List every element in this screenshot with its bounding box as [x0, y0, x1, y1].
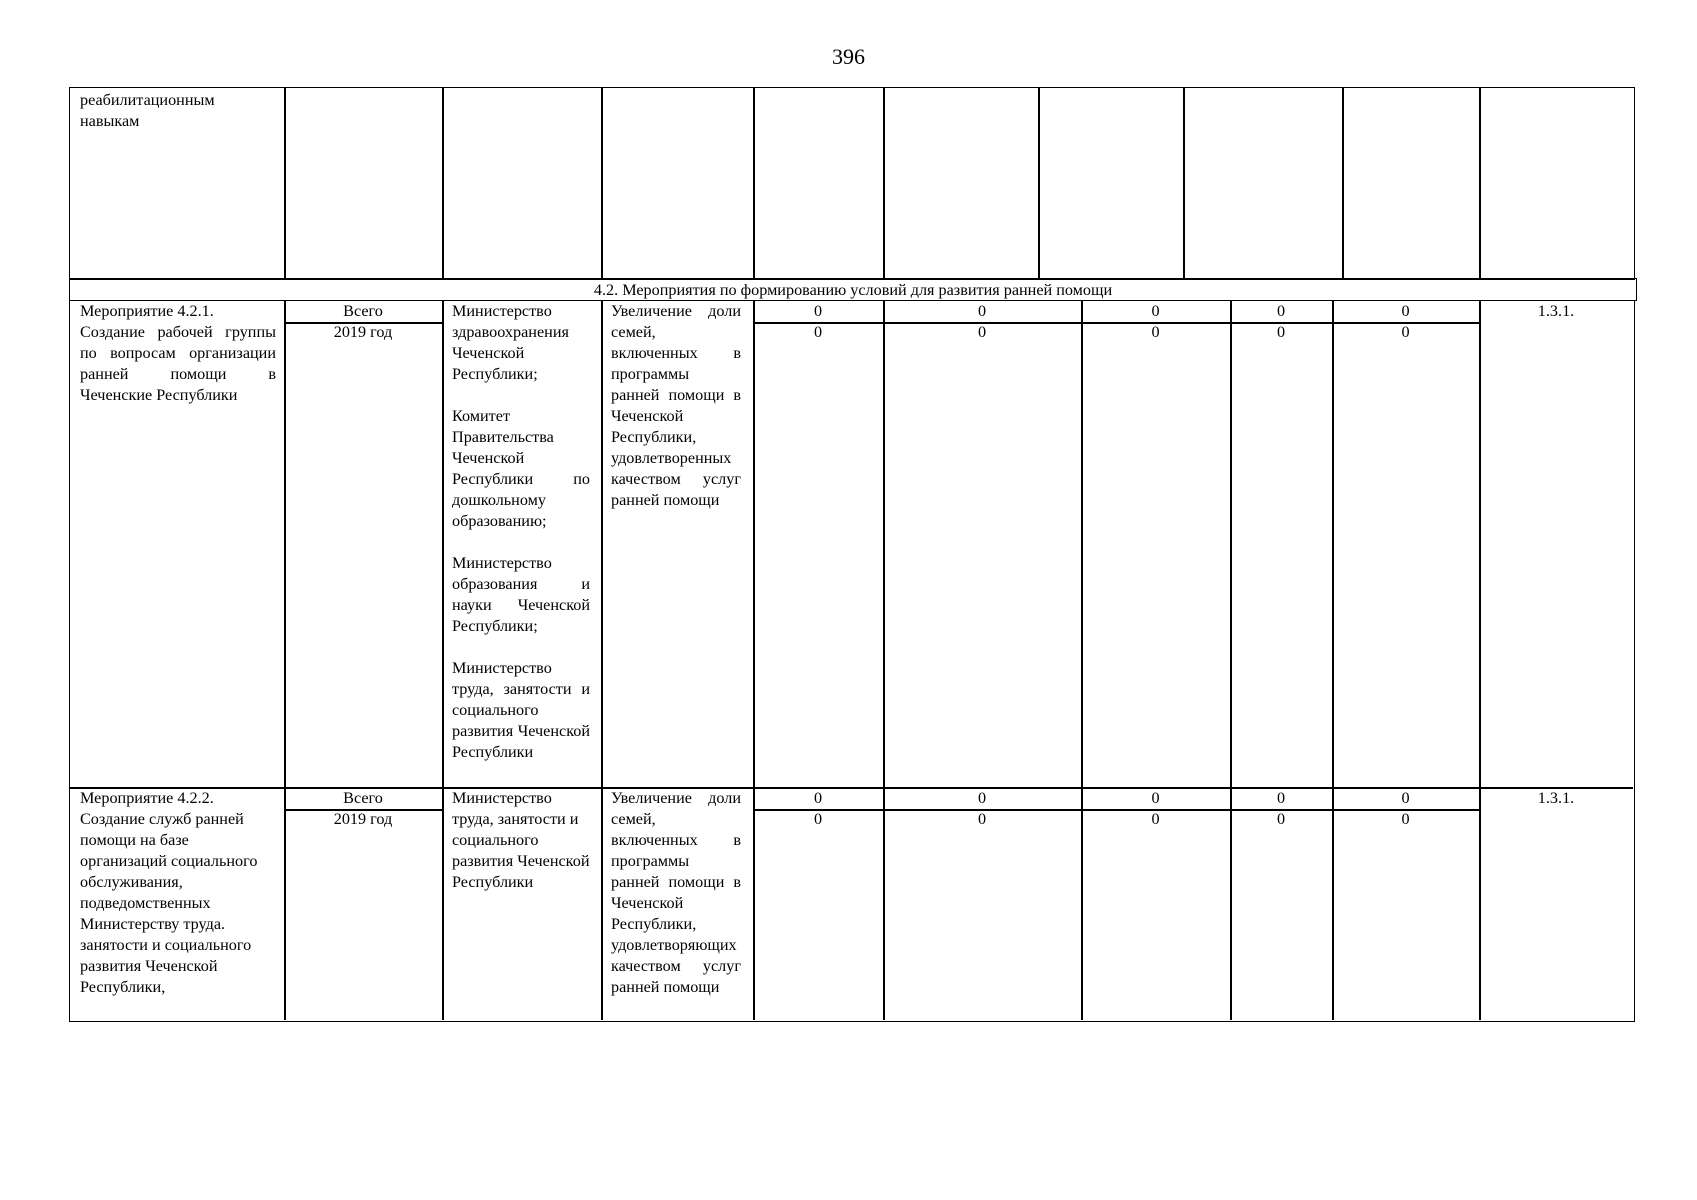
row-2-total-value: 0 [977, 789, 987, 807]
row-1-period-year: 2019 год [333, 323, 393, 341]
row-1-title: Мероприятие 4.2.1. [80, 302, 214, 320]
row-1-year-value: 0 [1401, 323, 1410, 341]
measures-table [69, 300, 1635, 1022]
row-2-result: Увеличение доли семей, включенных в программы ранней помощи в Чеченской Республики, удовлетворяющих качеством услуг ранней помощи [611, 789, 741, 996]
row-1-executor-1: Министерство здравоохранения Чеченской Республики; [452, 302, 569, 383]
row-1-executor-3: Министерство образования и науки Чеченской Республики; [452, 554, 590, 635]
page-number: 396 [832, 44, 865, 69]
row-2-year-value: 0 [813, 810, 823, 828]
row-2-period-year: 2019 год [333, 810, 393, 828]
row-2-description: Создание служб ранней помощи на базе организаций социального обслуживания, подведомственных Министерству труда. занятости и социального развития Чеченской Республики, [80, 810, 258, 996]
row-2-total-value: 0 [1151, 789, 1160, 807]
row-2-year-value: 0 [1276, 810, 1286, 828]
row-1-year-value: 0 [977, 323, 987, 341]
section-title: 4.2. Мероприятия по формированию условий для развития ранней помощи [593, 281, 1113, 299]
row-2-total-value: 0 [813, 789, 823, 807]
row-2-year-value: 0 [1401, 810, 1410, 828]
row-2-year-value: 0 [1151, 810, 1160, 828]
row-1-total-value: 0 [1276, 302, 1286, 320]
row-1-executor-4: Министерство труда, занятости и социального развития Чеченской Республики [452, 659, 590, 761]
continuation-table [69, 87, 1635, 280]
row-1-total-value: 0 [813, 302, 823, 320]
row-1-indicator: 1.3.1. [1537, 302, 1575, 320]
row-2-total-value: 0 [1401, 789, 1410, 807]
row-1-total-value: 0 [977, 302, 987, 320]
row-1-period-total: Всего [343, 302, 383, 320]
row-2-year-value: 0 [977, 810, 987, 828]
continuation-cell-text: реабилитационным навыкам [80, 91, 215, 130]
row-1-executor-2: Комитет Правительства Чеченской Республики по дошкольному образованию; [452, 407, 590, 530]
row-1-description: Создание рабочей группы по вопросам организации ранней помощи в Чеченские Республики [80, 323, 276, 404]
row-1-total-value: 0 [1401, 302, 1410, 320]
row-1-result: Увеличение доли семей, включенных в программы ранней помощи в Чеченской Республики, удовлетворенных качеством услуг ранней помощи [611, 302, 741, 509]
row-2-executor-1: Министерство труда, занятости и социального развития Чеченской Республики [452, 789, 590, 891]
row-1-year-value: 0 [813, 323, 823, 341]
row-1-total-value: 0 [1151, 302, 1160, 320]
row-2-period-total: Всего [343, 789, 383, 807]
row-1-year-value: 0 [1276, 323, 1286, 341]
section-header-row [69, 278, 1637, 301]
row-2-title: Мероприятие 4.2.2. [80, 789, 214, 807]
row-2-total-value: 0 [1276, 789, 1286, 807]
row-2-indicator: 1.3.1. [1537, 789, 1575, 807]
row-1-year-value: 0 [1151, 323, 1160, 341]
